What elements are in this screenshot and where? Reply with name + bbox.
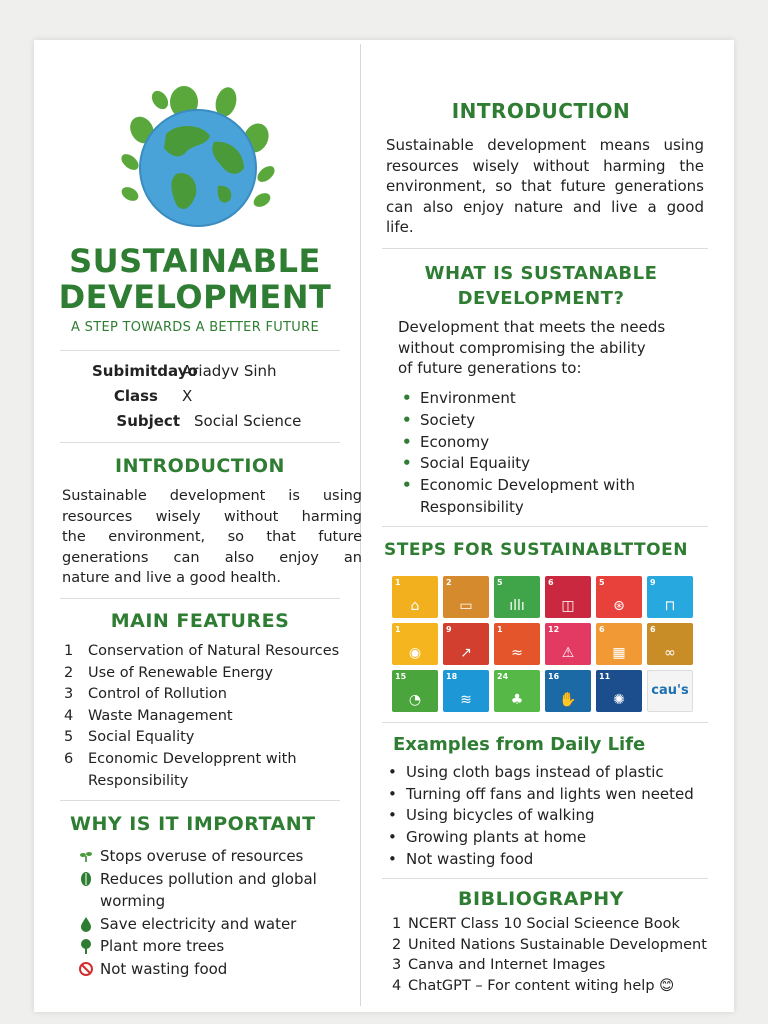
list-item — [62, 749, 362, 792]
list-number: 4 — [392, 977, 402, 994]
sdg-tile-number: 24 — [497, 672, 509, 681]
list-item: • Using bicycles of walking — [386, 805, 716, 827]
sdg-tile — [596, 576, 642, 618]
list-number: 5 — [64, 729, 74, 746]
sdg-tile-icon: ◉ — [408, 645, 422, 661]
student-details — [92, 361, 332, 436]
what-is-text — [398, 317, 698, 379]
sdg-tile — [647, 576, 693, 618]
left-intro-text — [62, 486, 362, 589]
sdg-tile-icon: ♣ — [510, 692, 524, 708]
intro-line: the environment, so that future — [62, 529, 362, 545]
list-item — [390, 935, 720, 956]
sdg-tile-icon: cau's — [651, 683, 689, 698]
list-item-text: Save electricity and water — [100, 914, 297, 933]
heading-line: WHAT IS SUSTANABLE — [424, 263, 658, 284]
what-is-list — [400, 388, 700, 519]
list-item — [78, 958, 348, 981]
sdg-tile-icon: ≈ — [511, 645, 523, 661]
list-number: 3 — [64, 686, 74, 703]
steps-heading: STEPS FOR SUSTAINABLTTOEN — [384, 540, 688, 560]
sdg-tile-icon: ∞ — [664, 645, 676, 661]
intro-line: generations can also enjoy an — [62, 549, 362, 566]
sdg-tile-number: 16 — [548, 672, 560, 681]
sdg-tile-icon: ≋ — [460, 692, 472, 708]
intro-line: resources wisely without harming the — [386, 156, 704, 175]
sdg-tile — [545, 670, 591, 712]
water-drop-icon — [78, 916, 94, 932]
sdg-tile-number: 15 — [395, 672, 407, 681]
sdg-tile-number: 6 — [650, 625, 656, 634]
list-number: 2 — [392, 936, 402, 953]
divider-line — [382, 722, 708, 723]
intro-line: Sustainable development is using — [62, 488, 362, 504]
list-number: 1 — [392, 916, 402, 932]
list-number: 1 — [64, 643, 74, 659]
list-item: • Society — [400, 410, 700, 432]
text-line: of future generations to: — [398, 359, 582, 378]
list-item: • Social Equaiity — [400, 453, 700, 475]
sdg-tile-number: 9 — [650, 578, 656, 587]
sdg-tile-grid — [392, 576, 693, 712]
list-item-text: Conservation of Natural Resources — [88, 643, 340, 659]
list-item-text: United Nations Sustainable Development — [408, 936, 707, 953]
detail-value: Social Science — [194, 412, 302, 430]
why-important-heading: WHY IS IT IMPORTANT — [70, 813, 316, 835]
leaf-icon — [78, 871, 94, 887]
list-item — [78, 845, 348, 868]
detail-label: Subimitdayo — [92, 362, 198, 380]
list-item: • Turning off fans and lights wen neeted — [386, 784, 716, 806]
intro-line: resources wisely without harming — [62, 508, 362, 525]
list-item — [62, 663, 362, 685]
sdg-tile — [647, 623, 693, 665]
list-number: 4 — [64, 707, 74, 724]
bibliography-heading: BIBLIOGRAPHY — [458, 888, 624, 910]
sdg-tile-number: 11 — [599, 672, 611, 681]
sdg-tile-icon: ⊓ — [664, 598, 676, 614]
list-item: • Economy — [400, 432, 700, 454]
sdg-tile-number: 18 — [446, 672, 458, 681]
divider-line — [60, 350, 340, 351]
divider-line — [382, 526, 708, 527]
sdg-tile — [596, 623, 642, 665]
sdg-tile-icon: ıllı — [509, 598, 525, 614]
intro-line: Sustainable development means using — [386, 136, 704, 154]
sdg-tile — [392, 623, 438, 665]
sdg-tile — [443, 623, 489, 665]
sdg-tile-icon: ▦ — [612, 645, 626, 661]
examples-list — [386, 762, 716, 871]
right-intro-text — [386, 135, 704, 238]
list-item: • Economic Development with Responsibility — [400, 475, 700, 519]
list-item-text: Economic Developprent with Responsibility — [88, 750, 297, 789]
list-item — [62, 706, 362, 728]
sdg-tile — [647, 670, 693, 712]
list-item: • Not wasting food — [386, 849, 716, 871]
intro-line: nature and live a good health. — [62, 570, 281, 586]
list-item — [78, 913, 348, 936]
list-item-text: Canva and Internet Images — [408, 957, 606, 974]
sdg-tile — [392, 576, 438, 618]
list-number: 3 — [392, 957, 402, 974]
heading-line: DEVELOPMENT? — [457, 288, 625, 309]
sdg-tile-icon: ⌂ — [410, 598, 420, 614]
examples-heading: Examples from Daily Life — [393, 734, 646, 755]
detail-label: Subject — [116, 412, 180, 430]
main-features-heading: MAIN FEATURES — [110, 610, 290, 632]
poster-subtitle: A STEP TOWARDS A BETTER FUTURE — [71, 320, 319, 335]
globe-with-leaves-illustration — [106, 82, 286, 232]
detail-value: Ariadyv Sinh — [182, 362, 277, 380]
sdg-tile-icon: ◔ — [408, 692, 422, 708]
sdg-tile-number: 12 — [548, 625, 560, 634]
list-item — [390, 955, 720, 976]
sdg-tile-icon: ↗ — [460, 645, 472, 661]
list-item-text: Social Equality — [88, 729, 195, 746]
list-item: • Environment — [400, 388, 700, 410]
sdg-tile-number: 9 — [446, 625, 452, 634]
sdg-tile — [545, 576, 591, 618]
divider-line — [382, 878, 708, 879]
sdg-tile — [494, 576, 540, 618]
main-features-list — [62, 641, 362, 792]
sdg-tile — [392, 670, 438, 712]
list-item-text: Plant more trees — [100, 937, 225, 955]
list-item — [78, 868, 348, 913]
poster-title — [50, 243, 340, 315]
list-item — [62, 641, 362, 663]
right-intro-heading: INTRODUCTION — [451, 99, 631, 123]
text-line: Development that meets the needs — [398, 318, 666, 336]
sdg-tile — [443, 670, 489, 712]
sdg-tile-icon: ✋ — [559, 692, 577, 708]
text-line: without compromising the ability — [398, 338, 646, 357]
list-item — [62, 684, 362, 706]
sdg-tile-icon: ◫ — [561, 598, 575, 614]
intro-line: environment, so that future generations — [386, 177, 704, 196]
tree-icon — [78, 938, 94, 954]
sdg-tile-icon: ✺ — [613, 692, 625, 708]
sdg-tile-number: 2 — [446, 578, 452, 587]
divider-line — [60, 442, 340, 443]
sdg-tile — [494, 623, 540, 665]
sdg-tile-icon: ⚠ — [561, 645, 575, 661]
sdg-tile — [596, 670, 642, 712]
list-item — [78, 935, 348, 958]
list-item-text: Control of Rollution — [88, 686, 227, 703]
title-line: SUSTAINABLE — [69, 242, 321, 280]
sdg-tile-number: 1 — [395, 578, 401, 587]
list-item: • Growing plants at home — [386, 827, 716, 849]
sdg-tile-icon: ⊛ — [613, 598, 625, 614]
intro-line: can also enjoy nature and live a good — [386, 197, 704, 216]
list-item-text: Not wasting food — [100, 959, 228, 978]
sdg-tile-number: 5 — [599, 578, 605, 587]
list-item-text: Waste Management — [88, 707, 233, 724]
list-number: 6 — [64, 750, 74, 767]
list-number: 2 — [64, 664, 74, 681]
sdg-tile — [494, 670, 540, 712]
divider-line — [60, 598, 340, 599]
detail-value: X — [182, 387, 193, 405]
title-line: DEVELOPMENT — [58, 278, 332, 316]
list-item: • Using cloth bags instead of plastic — [386, 762, 716, 784]
list-item-text: Reduces pollution and global worming — [100, 869, 317, 910]
sdg-tile — [443, 576, 489, 618]
list-item-text: Use of Renewable Energy — [88, 664, 274, 681]
intro-line: life. — [386, 218, 414, 237]
list-item — [390, 976, 720, 997]
sdg-tile-number: 6 — [599, 625, 605, 634]
sdg-tile-number: 5 — [497, 578, 503, 587]
detail-label: Class — [113, 387, 158, 405]
sdg-tile — [545, 623, 591, 665]
what-is-heading — [368, 261, 714, 311]
sdg-tile-number: 6 — [548, 578, 554, 587]
no-waste-icon — [78, 961, 94, 977]
list-item — [390, 914, 720, 935]
sdg-tile-number: 1 — [395, 625, 401, 634]
list-item — [62, 727, 362, 749]
list-item-text: NCERT Class 10 Social Scieence Book — [408, 916, 680, 932]
list-item-text: ChatGPT – For content witing help 😊 — [408, 977, 675, 994]
bibliography-list — [390, 914, 720, 996]
divider-line — [60, 800, 340, 801]
sdg-tile-icon: ▭ — [459, 598, 473, 614]
seedling-icon — [78, 848, 94, 864]
why-important-list — [78, 845, 348, 980]
divider-line — [382, 248, 708, 249]
list-item-text: Stops overuse of resources — [100, 847, 304, 865]
sdg-tile-number: 1 — [497, 625, 503, 634]
left-intro-heading: INTRODUCTION — [115, 455, 285, 477]
